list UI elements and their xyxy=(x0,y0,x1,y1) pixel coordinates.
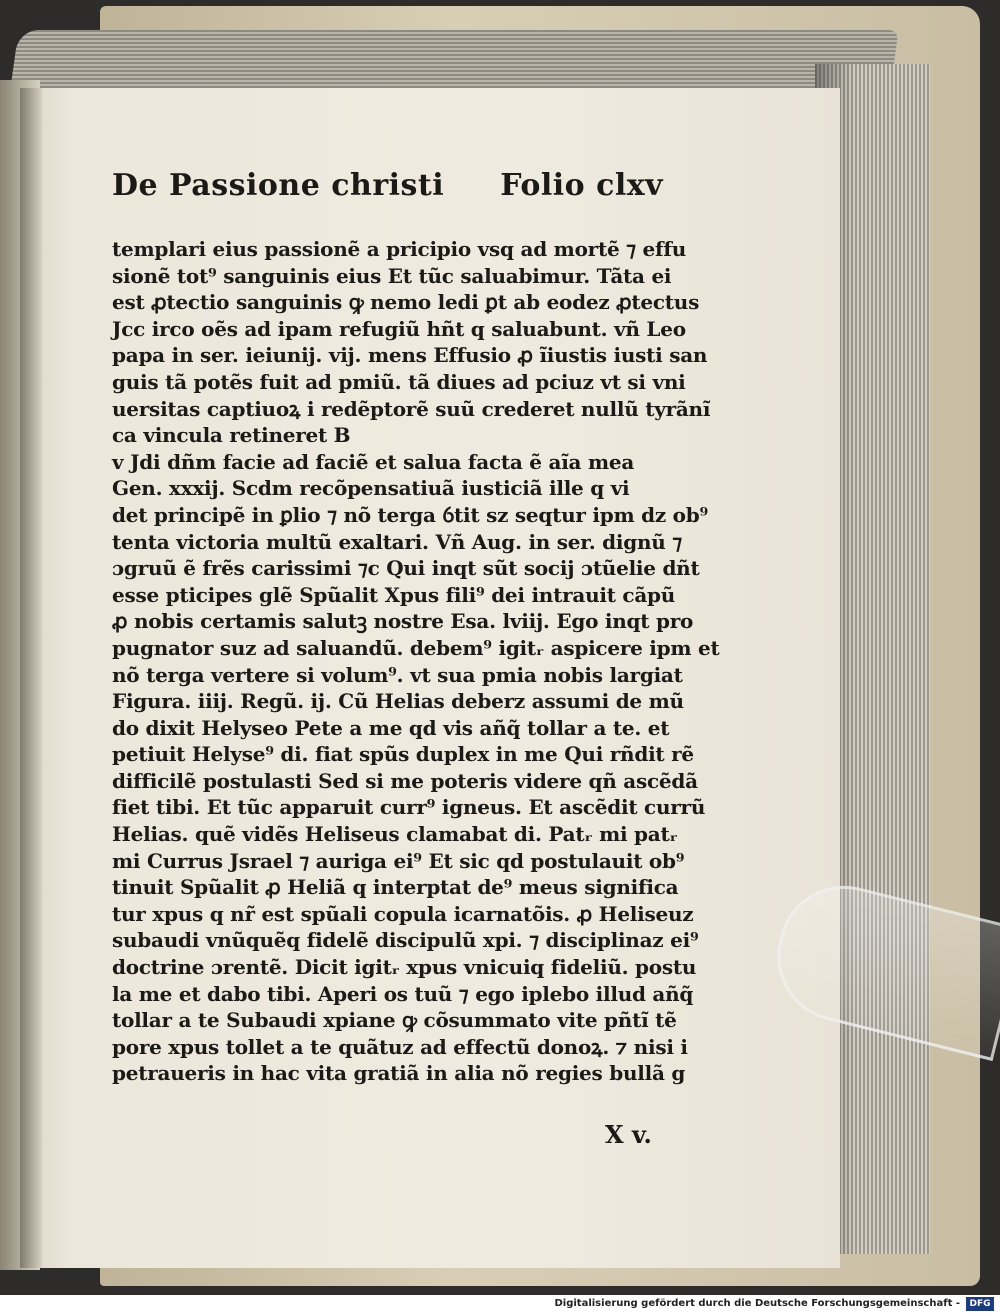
body-text xyxy=(112,236,732,1087)
text-line: v Jdi dñm facie ad faciẽ et salua facta ẽ aĩa mea xyxy=(112,449,635,474)
text-line: do dixit Helyseo Pete a me qd vis añq̃ tollar a te. et xyxy=(112,715,670,740)
text-line: tur xpus q nr̃ est spũali copula icarnatõis. ꝓ Heliseuz xyxy=(112,901,694,926)
text-line: ɔgruũ ẽ frẽs carissimi ⁊c Qui inqt sũt socij ɔtũelie dñt xyxy=(112,556,700,581)
text-line: Helias. quẽ vidẽs Heliseus clamabat di. Patᵣ mi patᵣ xyxy=(112,822,678,847)
digitization-credit: Digitalisierung gefördert durch die Deutsche Forschungsgemeinschaft - xyxy=(554,1298,960,1309)
text-line: fiet tibi. Et tũc apparuit curr⁹ igneus. Et ascẽdit currũ xyxy=(112,795,706,820)
text-line: subaudi vnũquẽq fidelẽ discipulũ xpi. ⁊ disciplinaz ei⁹ xyxy=(112,928,699,953)
text-line: pore xpus tollet a te quãtuz ad effectũ donoꝝ. ⁊ nisi i xyxy=(112,1034,688,1059)
text-line: mi Currus Jsrael ⁊ auriga ei⁹ Et sic qd postulauit ob⁹ xyxy=(112,848,685,873)
top-page-edges xyxy=(9,30,898,96)
text-line: tollar a te Subaudi xpiane ꝙ cõsummato vite pñtĩ tẽ xyxy=(112,1008,677,1033)
text-line: doctrine ɔrentẽ. Dicit igitᵣ xpus vnicuiq fideliũ. postu xyxy=(112,955,697,980)
text-line: templari eius passionẽ a pricipio vsq ad mortẽ ⁊ effu xyxy=(112,237,687,261)
text-line: nõ terga vertere si volum⁹. vt sua pmia nobis largiat xyxy=(112,662,683,687)
text-block xyxy=(112,168,732,1087)
text-line: sionẽ tot⁹ sanguinis eius Et tũc saluabimur. Tãta ei xyxy=(112,263,672,288)
text-line: ca vincula retineret B xyxy=(112,423,351,448)
running-title: De Passione christi xyxy=(112,168,445,203)
text-line: papa in ser. ieiunij. vij. mens Effusio ꝓ ĩiustis iusti san xyxy=(112,343,708,368)
text-line: Jcc irco oẽs ad ipam refugiũ hñt q saluabunt. vñ Leo xyxy=(112,316,686,341)
text-line: Figura. iiij. Regũ. ij. Cũ Helias deberz assumi de mũ xyxy=(112,689,684,714)
text-line: la me et dabo tibi. Aperi os tuũ ⁊ ego iplebo illud añq̃ xyxy=(112,981,694,1006)
text-line: Gen. xxxij. Scdm recõpensatiuã iusticiã ille q vi xyxy=(112,476,630,501)
text-line: tinuit Spũalit ꝓ Heliã q interptat de⁹ meus significa xyxy=(112,875,679,900)
folio-number: Folio clxv xyxy=(500,168,664,203)
signature-mark: X v. xyxy=(605,1120,652,1149)
text-line: petraueris in hac vita gratiã in alia nõ regies bullã g xyxy=(112,1061,686,1086)
page-gutter xyxy=(20,88,42,1268)
text-line: difficilẽ postulasti Sed si me poteris videre qñ ascẽdã xyxy=(112,768,698,793)
text-line: uersitas captiuoꝝ i redẽptorẽ suũ crederet nullũ tyrãnĩ xyxy=(112,396,711,421)
running-head xyxy=(112,168,732,218)
text-line: petiuit Helyse⁹ di. fiat spũs duplex in me Qui rñdit rẽ xyxy=(112,742,694,767)
text-line: guis tã potẽs fuit ad pmiũ. tã diues ad pciuz vt si vni xyxy=(112,369,686,394)
text-line: pugnator suz ad saluandũ. debem⁹ igitᵣ aspicere ipm et xyxy=(112,635,720,660)
text-line: tenta victoria multũ exaltari. Vñ Aug. in ser. dignũ ⁊ xyxy=(112,529,682,554)
text-line: ꝓ nobis certamis salutꝫ nostre Esa. lviij. Ego inqt pro xyxy=(112,609,694,634)
dfg-logo: DFG xyxy=(966,1297,994,1311)
text-line: det principẽ in ꝑlio ⁊ nõ terga ỽtit sz seqtur ipm dz ob⁹ xyxy=(112,502,709,527)
text-line: esse pticipes glẽ Spũalit Xpus fili⁹ dei intrauit cãpũ xyxy=(112,582,676,607)
text-line: est ꝓtectio sanguinis ꝙ nemo ledi ꝑt ab eodez ꝓtectus xyxy=(112,290,700,315)
